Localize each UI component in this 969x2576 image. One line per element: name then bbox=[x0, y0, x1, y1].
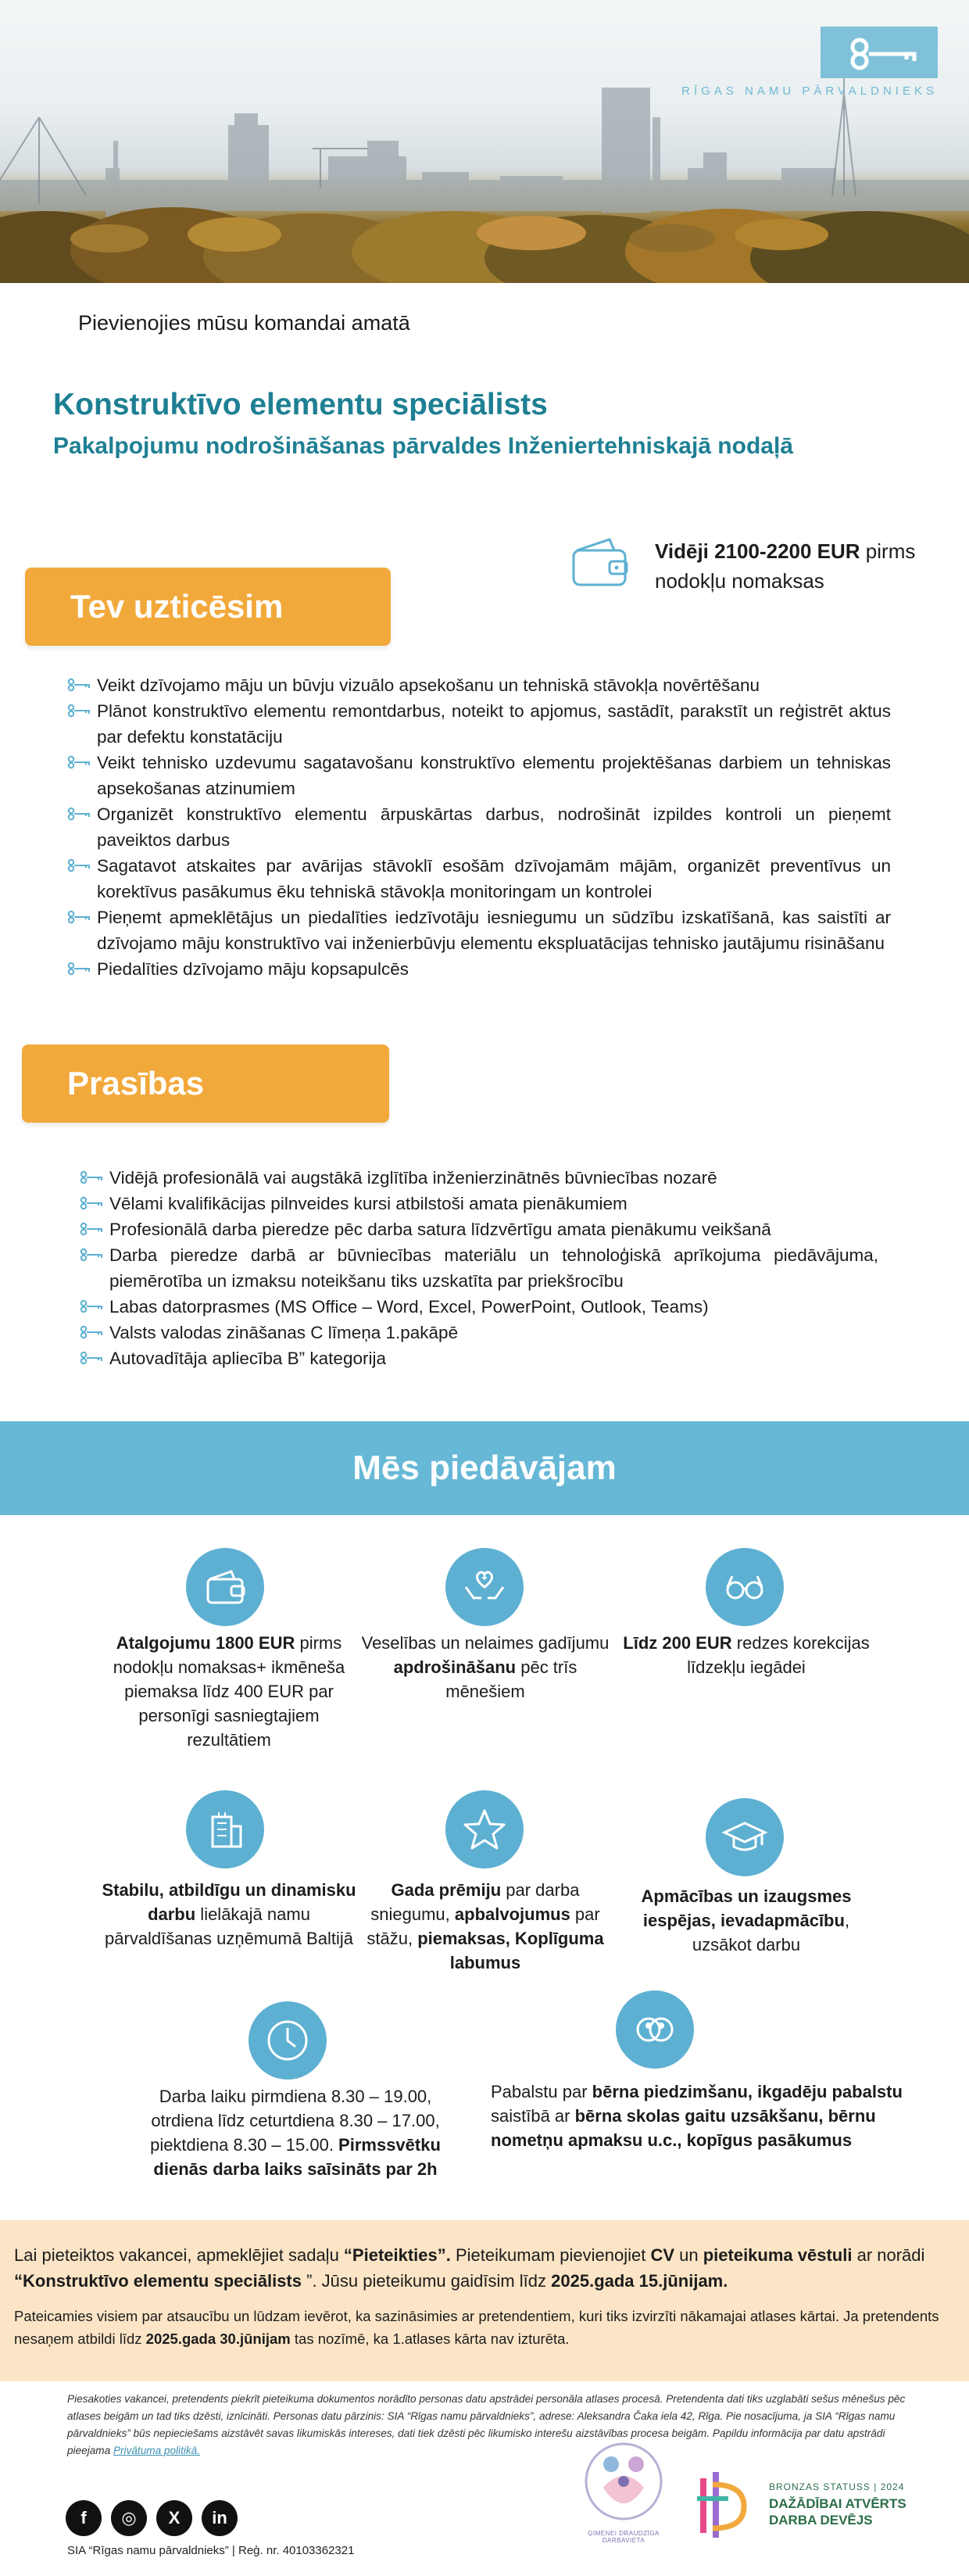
salary-amount: Vidēji 2100-2200 EUR bbox=[655, 539, 860, 563]
wallet-icon bbox=[570, 535, 631, 589]
emphasis-text: “Pieteikties”. bbox=[343, 2245, 451, 2265]
instagram-icon[interactable]: ◎ bbox=[111, 2500, 147, 2536]
emphasis-text: 2025.gada 30.jūnijam bbox=[145, 2331, 291, 2347]
list-item bbox=[67, 956, 891, 982]
company-logo bbox=[681, 27, 938, 105]
emphasis-text: Gada prēmiju bbox=[391, 1880, 502, 1900]
list-item-text: Vidējā profesionālā vai augstākā izglītība inženierzinātnēs būvniecības nozarē bbox=[109, 1168, 717, 1188]
company-registration: SIA “Rīgas namu pārvaldnieks” | Reģ. nr. 40103362321 bbox=[67, 2544, 355, 2557]
x-icon[interactable]: X bbox=[156, 2500, 192, 2536]
requirements-list bbox=[80, 1165, 878, 1371]
benefit-text bbox=[366, 1878, 605, 1975]
list-item-text: Sagatavot atskaites par avārijas stāvoklī esošām dzīvojamām mājām, organizēt preventīvus un korektīvus pasākumus ēku tehniskā stāvokļa monitoringam un kontrolei bbox=[97, 856, 891, 901]
text-span: un bbox=[674, 2245, 703, 2265]
list-item bbox=[80, 1165, 878, 1191]
text-span: tas nozīmē, ka 1.atlases kārta nav izturēta. bbox=[290, 2331, 570, 2347]
list-item bbox=[67, 801, 891, 853]
diversity-badge-icon bbox=[694, 2467, 750, 2542]
key-bullet-icon bbox=[80, 1325, 105, 1339]
benefit-text bbox=[491, 2080, 906, 2152]
emphasis-text: Pirmssvētku dienās darba laiks saīsināts par 2h bbox=[153, 2135, 441, 2179]
wallet-icon bbox=[186, 1548, 264, 1626]
text-span: pirms nodokļu nomaksas+ ikmēneša piemaksa līdz 400 EUR par personīgi sasniegtajiem rezultātiem bbox=[113, 1633, 345, 1750]
emphasis-text: apdrošināšanu bbox=[393, 1657, 517, 1677]
facebook-icon[interactable]: f bbox=[66, 2500, 102, 2536]
list-item bbox=[80, 1216, 878, 1242]
logo-wordmark: RĪGAS NAMU PĀRVALDNIEKS bbox=[681, 84, 938, 98]
benefit-text bbox=[617, 1884, 875, 1957]
requirements-heading bbox=[22, 1044, 389, 1123]
star-icon bbox=[445, 1790, 524, 1868]
text-span: , uzsākot darbu bbox=[692, 1911, 850, 1954]
list-item-text: Autovadītāja apliecība B” kategorija bbox=[109, 1349, 386, 1368]
diversity-badge-status: BRONZAS STATUSS | 2024 bbox=[769, 2481, 905, 2492]
list-item-text: Valsts valodas zināšanas C līmeņa 1.pakāpē bbox=[109, 1323, 459, 1342]
key-bullet-icon bbox=[80, 1170, 105, 1184]
list-item bbox=[67, 672, 891, 698]
list-item bbox=[80, 1320, 878, 1345]
list-item-text: Veikt tehnisko uzdevumu sagatavošanu konstruktīvo elementu projektēšanas darbiem un tehniskas apsekošanas atzinumiem bbox=[97, 753, 891, 798]
emphasis-text: bērna piedzimšanu, ikgadēju pabalstu bbox=[592, 2082, 903, 2101]
responsibilities-list bbox=[67, 672, 891, 982]
emphasis-text: pieteikuma vēstuli bbox=[703, 2245, 853, 2265]
salary-note: pirms nodokļu nomaksas bbox=[655, 539, 916, 593]
key-bullet-icon bbox=[67, 807, 92, 821]
text-span: Veselības un nelaimes gadījumu bbox=[361, 1633, 610, 1653]
family-friendly-badge-icon bbox=[580, 2433, 667, 2530]
list-item-text: Labas datorprasmes (MS Office – Word, Excel, PowerPoint, Outlook, Teams) bbox=[109, 1297, 709, 1317]
family-icon bbox=[616, 1990, 694, 2069]
emphasis-text: CV bbox=[650, 2245, 675, 2265]
job-subtitle: Pakalpojumu nodrošināšanas pārvaldes Inženiertehniskajā nodaļā bbox=[53, 433, 793, 459]
key-bullet-icon bbox=[67, 755, 92, 769]
text-span: ”. Jūsu pieteikumu gaidīsim līdz bbox=[302, 2271, 552, 2291]
requirements-heading-text: Prasības bbox=[67, 1065, 205, 1102]
key-bullet-icon bbox=[67, 704, 92, 718]
list-item bbox=[67, 750, 891, 801]
list-item bbox=[67, 905, 891, 956]
emphasis-text: piemaksas, Koplīguma labumus bbox=[417, 1929, 604, 1972]
list-item bbox=[80, 1345, 878, 1371]
text-span: pēc trīs mēnešiem bbox=[445, 1657, 577, 1701]
text-span: Pieteikumam pievienojiet bbox=[450, 2245, 651, 2265]
glasses-icon bbox=[706, 1548, 784, 1626]
emphasis-text: 2025.gada 15.jūnijam. bbox=[551, 2271, 728, 2291]
list-item-text: Vēlami kvalifikācijas pilnveides kursi atbilstoši amata pienākumiem bbox=[109, 1194, 628, 1213]
list-item bbox=[80, 1242, 878, 1294]
text-span: Darba laiku pirmdiena 8.30 – 19.00, otrdiena līdz ceturtdiena 8.30 – 17.00, piektdiena 8.30 – 15.00. bbox=[150, 2087, 440, 2155]
emphasis-text: Atalgojumu 1800 EUR bbox=[116, 1633, 295, 1653]
hero-cityscape-image bbox=[0, 0, 969, 283]
list-item-text: Organizēt konstruktīvo elementu ārpuskārtas darbus, nodrošināt izpildes kontroli un pieņemt paveiktos darbus bbox=[97, 804, 891, 850]
list-item-text: Pieņemt apmeklētājus un piedalīties iedzīvotāju iesniegumu un sūdzību izskatīšanā, kas saistīti ar dzīvojamo māju konstruktīvo vai inženierbūvju elementu ekspluatācijas tehnisko jautājumu risināšanu bbox=[97, 908, 891, 953]
offer-heading-band bbox=[0, 1421, 969, 1515]
text-span: par darba sniegumu, bbox=[370, 1880, 580, 1924]
list-item bbox=[67, 698, 891, 750]
family-friendly-badge-label: ĢIMENEI DRAUDZĪGA DARBAVIETA bbox=[588, 2530, 660, 2544]
key-bullet-icon bbox=[67, 678, 92, 692]
benefit-text bbox=[617, 1631, 875, 1679]
key-bullet-icon bbox=[80, 1351, 105, 1365]
text-span: Pateicamies visiem par atsaucību un lūdzam ievērot, ka sazināsimies ar pretendentiem, kuri tiks izvirzīti nākamajai atlases kārtai. Ja pretendents nesaņem atbildi līdz bbox=[14, 2308, 939, 2347]
list-item-text: Profesionālā darba pieredze pēc darba satura līdzvērtīgu amata pienākumu veikšanā bbox=[109, 1220, 771, 1239]
list-item-text: Plānot konstruktīvo elementu remontdarbus, noteikt to apjomus, sastādīt, parakstīt un reģistrēt aktus par defektu konstatāciju bbox=[97, 701, 891, 747]
emphasis-text: bērna skolas gaitu uzsākšanu, bērnu nometņu apmaksu u.c., kopīgus pasākumus bbox=[491, 2106, 876, 2150]
privacy-policy-link[interactable]: Privātuma politikā. bbox=[113, 2445, 201, 2456]
benefit-text bbox=[358, 1631, 613, 1704]
graduation-cap-icon bbox=[706, 1798, 784, 1876]
key-bullet-icon bbox=[80, 1299, 105, 1313]
text-span: par stāžu, bbox=[367, 1904, 600, 1948]
responsibilities-heading-text: Tev uzticēsim bbox=[70, 588, 284, 625]
social-links bbox=[66, 2500, 238, 2536]
list-item bbox=[80, 1294, 878, 1320]
emphasis-text: Līdz 200 EUR bbox=[623, 1633, 732, 1653]
list-item bbox=[67, 853, 891, 905]
emphasis-text: “Konstruktīvo elementu speciālists bbox=[14, 2271, 302, 2291]
text-span: redzes korekcijas līdzekļu iegādei bbox=[687, 1633, 870, 1677]
apply-instructions bbox=[14, 2242, 955, 2294]
apply-info-box bbox=[0, 2220, 969, 2381]
text-span: Pabalstu par bbox=[491, 2082, 592, 2101]
benefit-text bbox=[130, 2084, 461, 2181]
emphasis-text: Stabilu, atbildīgu un dinamisku darbu bbox=[102, 1880, 356, 1924]
list-item-text: Veikt dzīvojamo māju un būvju vizuālo apsekošanu un tehniskā stāvokļa novērtēšanu bbox=[97, 675, 760, 695]
emphasis-text: Apmācības un izaugsmes iespējas, ievadapmācību bbox=[641, 1886, 852, 1930]
benefit-text bbox=[102, 1878, 356, 1951]
key-bullet-icon bbox=[67, 858, 92, 872]
key-bullet-icon bbox=[80, 1196, 105, 1210]
offer-heading: Mēs piedāvājam bbox=[352, 1449, 617, 1487]
list-item bbox=[80, 1191, 878, 1216]
job-title: Konstruktīvo elementu speciālists bbox=[53, 388, 548, 421]
key-bullet-icon bbox=[80, 1248, 105, 1262]
intro-text: Pievienojies mūsu komandai amatā bbox=[78, 311, 410, 335]
key-bullet-icon bbox=[67, 910, 92, 924]
key-logo-icon bbox=[821, 27, 938, 78]
privacy-notice bbox=[67, 2391, 911, 2460]
list-item-text: Darba pieredze darbā ar būvniecības materiālu un tehnoloģiskā aprīkojuma piedāvājuma, piemērotība un izmaksu noteikšanu tiks uzskatīta par priekšrocību bbox=[109, 1245, 878, 1291]
heart-hands-icon bbox=[445, 1548, 524, 1626]
responsibilities-heading bbox=[25, 568, 391, 646]
text-span: Lai pieteiktos vakancei, apmeklējiet sadaļu bbox=[14, 2245, 344, 2265]
apply-notice bbox=[14, 2305, 955, 2350]
clock-icon bbox=[249, 2001, 327, 2080]
diversity-badge-title: DAŽĀDĪBAI ATVĒRTS DARBA DEVĒJS bbox=[769, 2496, 906, 2528]
privacy-text: Piesakoties vakancei, pretendents piekrīt pieteikuma dokumentos norādīto personas datu apstrādei personāla atlases procesā. Pretendenta dati tiks uzglabāti sešus mēnešus pēc atlases beigām un tad tiks dzēsti, iznīcināti. Personas datu pārzinis: SIA “Rīgas namu pārvaldnieks”, adrese: Aleksandra Čaka iela 42, Rīga. Pie nosacījuma, ja SIA “Rīgas namu pārvaldnieks” būs nepieciešams aizstāvēt savas likumiskās intereses, dati tiek dzēsti pēc likumisko interešu aizstāvības procesa beigām. Papildu informācija par datu apstrādi pieejama bbox=[67, 2393, 906, 2456]
emphasis-text: apbalvojumus bbox=[454, 1904, 570, 1924]
key-bullet-icon bbox=[80, 1222, 105, 1236]
list-item-text: Piedalīties dzīvojamo māju kopsapulcēs bbox=[97, 959, 409, 979]
text-span: lielākajā namu pārvaldīšanas uzņēmumā Baltijā bbox=[105, 1904, 353, 1948]
linkedin-icon[interactable]: in bbox=[202, 2500, 238, 2536]
salary-info bbox=[655, 536, 936, 596]
benefit-text bbox=[102, 1631, 356, 1752]
text-span: ar norādi bbox=[852, 2245, 925, 2265]
text-span: saistībā ar bbox=[491, 2106, 575, 2126]
key-bullet-icon bbox=[67, 962, 92, 976]
building-icon bbox=[186, 1790, 264, 1868]
